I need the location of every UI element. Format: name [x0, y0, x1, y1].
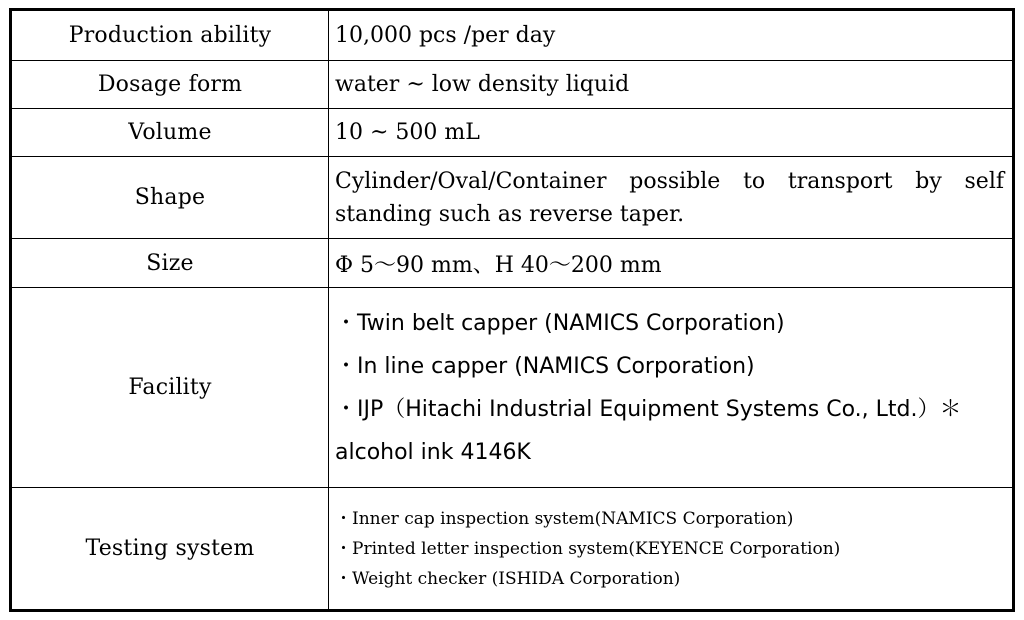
testing-item-inner-cap-inspection: ・Inner cap inspection system(NAMICS Corporation) [335, 508, 794, 529]
shape-label: Shape [11, 157, 329, 239]
facility-item-twin-belt-capper: ・Twin belt capper (NAMICS Corporation) [335, 310, 785, 336]
testing-system-value [329, 488, 1014, 611]
facility-item-in-line-capper: ・In line capper (NAMICS Corporation) [335, 353, 755, 379]
dosage-form-value: water ~ low density liquid [329, 61, 1014, 109]
table-row-production [11, 10, 1014, 61]
production-ability-label: Production ability [11, 10, 329, 61]
table-row-size [11, 239, 1014, 288]
dosage-form-label: Dosage form [11, 61, 329, 109]
specification-table [9, 8, 1015, 612]
testing-item-printed-letter-inspection: ・Printed letter inspection system(KEYENCE Corporation) [335, 538, 841, 559]
table-row-dosage [11, 61, 1014, 109]
table-row-shape [11, 157, 1014, 239]
size-label: Size [11, 239, 329, 288]
table-row-volume [11, 109, 1014, 157]
shape-value: Cylinder/Oval/Container possible to transport by self standing such as reverse taper. [329, 157, 1014, 239]
facility-value [329, 288, 1014, 488]
facility-label: Facility [11, 288, 329, 488]
testing-item-weight-checker: ・Weight checker (ISHIDA Corporation) [335, 568, 681, 589]
table-row-facility [11, 288, 1014, 488]
volume-label: Volume [11, 109, 329, 157]
production-ability-value: 10,000 pcs /per day [329, 10, 1014, 61]
table-row-testing [11, 488, 1014, 611]
volume-value: 10 ~ 500 mL [329, 109, 1014, 157]
facility-item-ijp: ・IJP（Hitachi Industrial Equipment Systems Co., Ltd.）＊alcohol ink 4146K [335, 396, 962, 465]
testing-system-label: Testing system [11, 488, 329, 611]
size-value: Φ 5～90 mm、H 40～200 mm [329, 239, 1014, 288]
